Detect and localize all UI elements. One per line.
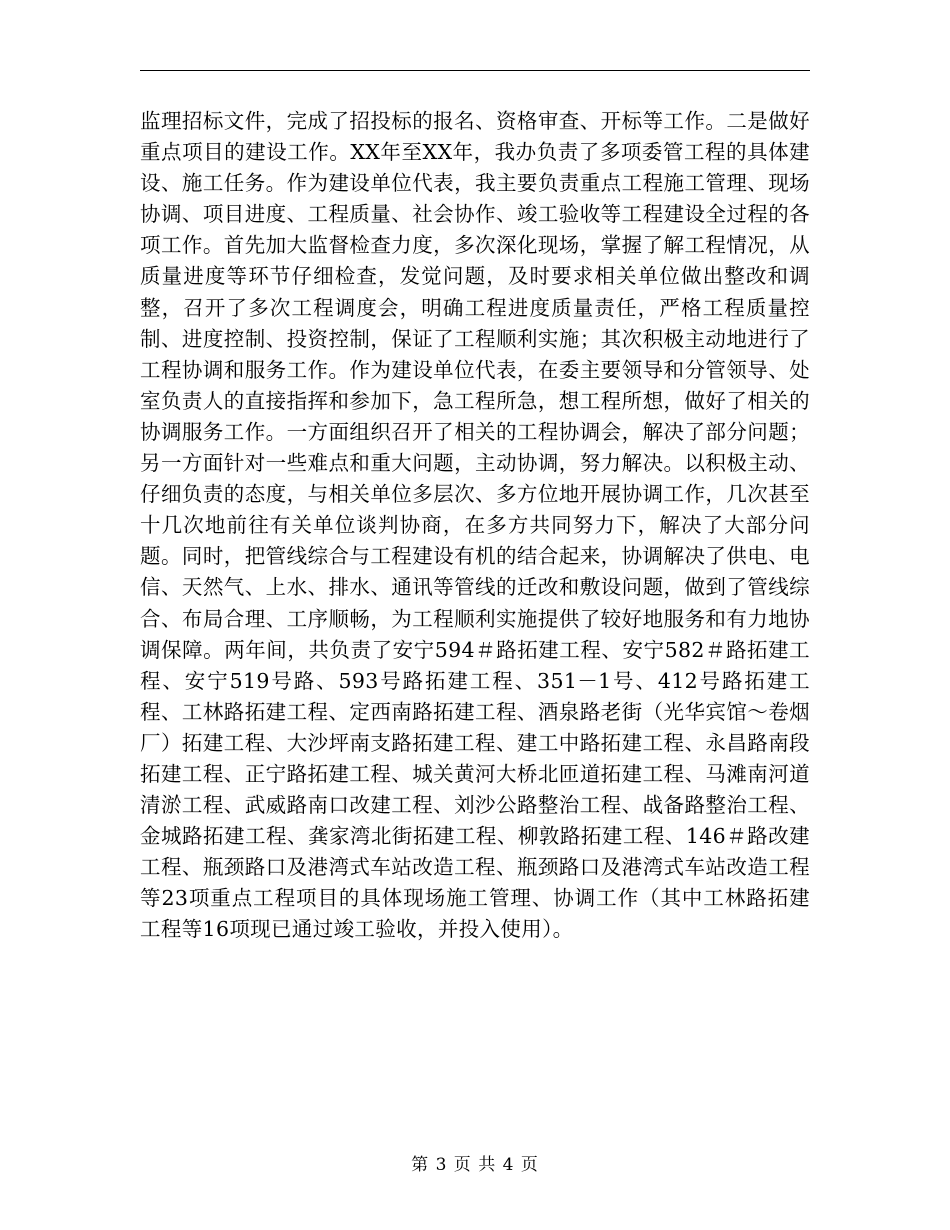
body-paragraph: 监理招标文件，完成了招投标的报名、资格审查、开标等工作。二是做好重点项目的建设工作。XX年至XX年，我办负责了多项委管工程的具体建设、施工任务。作为建设单位代表，我主要负责重点工程施工管理、现场协调、项目进度、工程质量、社会协作、竣工验收等工程建设全过程的各项工作。首先加大监督检查力度，多次深化现场，掌握了解工程情况，从质量进度等环节仔细检查，发觉问题，及时要求相关单位做出整改和调整，召开了多次工程调度会，明确工程进度质量责任，严格工程质量控制、进度控制、投资控制，保证了工程顺利实施；其次积极主动地进行了工程协调和服务工作。作为建设单位代表，在委主要领导和分管领导、处室负责人的直接指挥和参加下，急工程所急，想工程所想，做好了相关的协调服务工作。一方面组织召开了相关的工程协调会，解决了部分问题；另一方面针对一些难点和重大问题，主动协调，努力解决。以积极主动、仔细负责的态度，与相关单位多层次、多方位地开展协调工作，几次甚至十几次地前往有关单位谈判协商，在多方共同努力下，解决了大部分问题。同时，把管线综合与工程建设有机的结合起来，协调解决了供电、电信、天然气、上水、排水、通讯等管线的迁改和敷设问题，做到了管线综合、布局合理、工序顺畅，为工程顺利实施提供了较好地服务和有力地协调保障。两年间，共负责了安宁594＃路拓建工程、安宁582＃路拓建工程、安宁519号路、593号路拓建工程、351－1号、412号路拓建工程、工林路拓建工程、定西南路拓建工程、酒泉路老街（光华宾馆～卷烟厂）拓建工程、大沙坪南支路拓建工程、建工中路拓建工程、永昌路南段拓建工程、正宁路拓建工程、城关黄河大桥北匝道拓建工程、马滩南河道清淤工程、武威路南口改建工程、刘沙公路整治工程、战备路整治工程、金城路拓建工程、龚家湾北街拓建工程、柳敦路拓建工程、146＃路改建工程、瓶颈路口及港湾式车站改造工程、瓶颈路口及港湾式车站改造工程等23项重点工程项目的具体现场施工管理、协调工作（其中工林路拓建工程等16项现已通过竣工验收，并投入使用）。 bbox=[140, 109, 810, 942]
page-footer: 第 3 页 共 4 页 bbox=[411, 1155, 539, 1175]
header-rule bbox=[140, 70, 810, 71]
